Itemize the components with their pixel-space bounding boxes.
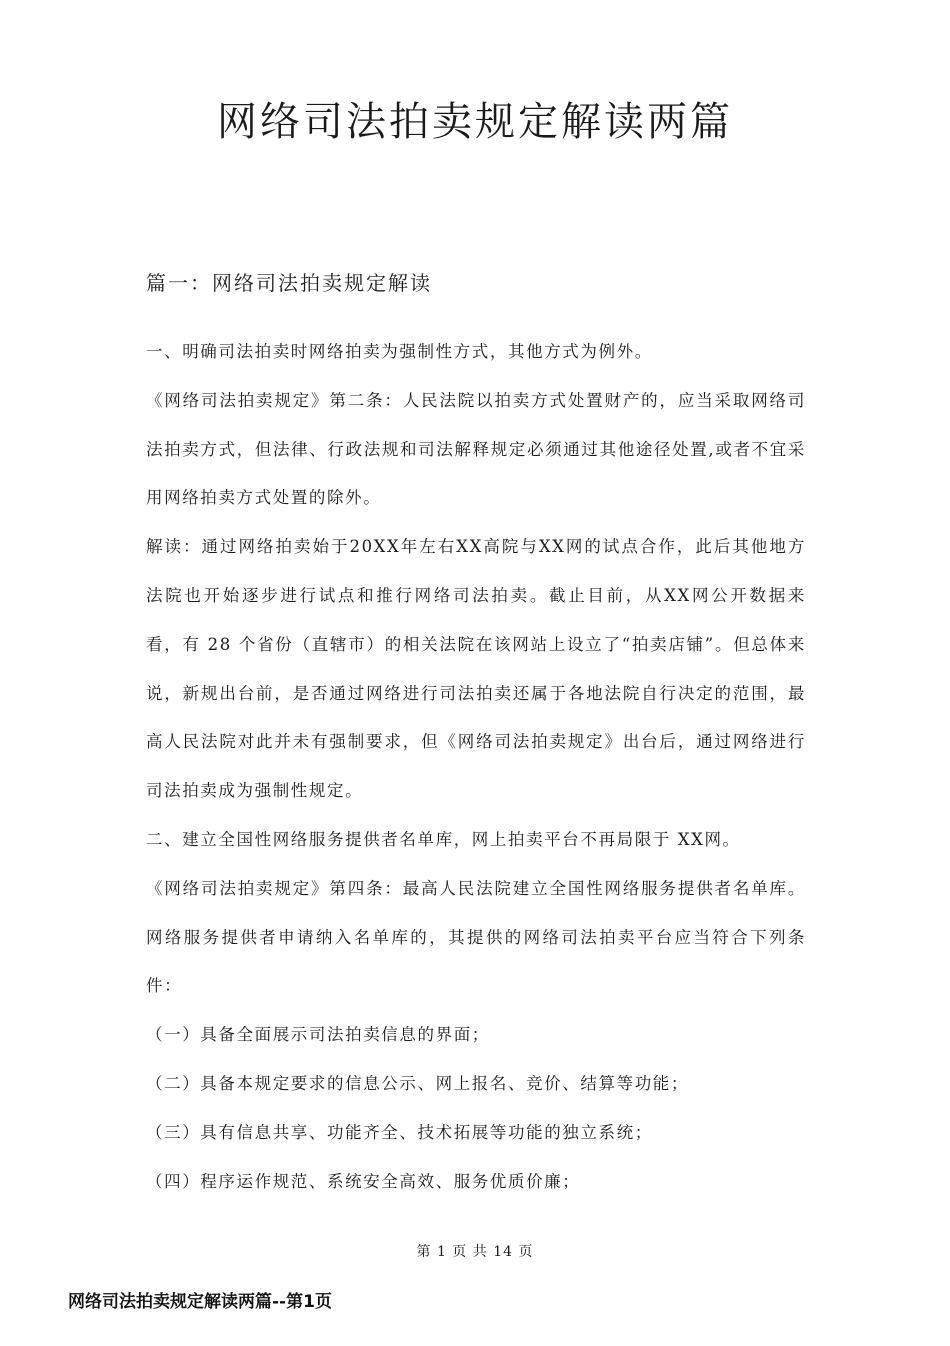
list-item: （三）具有信息共享、功能齐全、技术拓展等功能的独立系统； xyxy=(146,1122,653,1142)
paragraph: 解读：通过网络拍卖始于20XX年左右XX高院与XX网的试点合作，此后其他地方法院也开始逐步进行试点和推行网络司法拍卖。截止目前，从XX网公开数据来看，有 28 个省份（直辖市）的相关法院在该网站上设立了“拍卖店铺”。但总体来说，新规出台前，是否通过网络进行司法拍卖还属于各地法院自行决定的范围，最高人民法院对此并未有强制要求，但《网络司法拍卖规定》出台后，通过网络进行司法拍卖成为强制性规定。 xyxy=(146,537,806,801)
list-item: （二）具备本规定要求的信息公示、网上报名、竞价、结算等功能； xyxy=(146,1073,689,1093)
paragraph: 二、建立全国性网络服务提供者名单库，网上拍卖平台不再局限于 XX网。 xyxy=(146,829,741,849)
paragraph: 《网络司法拍卖规定》第四条：最高人民法院建立全国性网络服务提供者名单库。网络服务提供者申请纳入名单库的，其提供的网络司法拍卖平台应当符合下列条件： xyxy=(146,878,806,996)
list-item: （一）具备全面展示司法拍卖信息的界面； xyxy=(146,1025,490,1045)
list-item: （四）程序运作规范、系统安全高效、服务优质价廉； xyxy=(146,1171,581,1191)
document-title: 网络司法拍卖规定解读两篇 xyxy=(217,99,733,145)
footer-caption: 网络司法拍卖规定解读两篇--第1页 xyxy=(68,1292,332,1312)
paragraph: 一、明确司法拍卖时网络拍卖为强制性方式，其他方式为例外。 xyxy=(146,342,653,361)
section-heading: 篇一：网络司法拍卖规定解读 xyxy=(146,271,432,295)
document-body xyxy=(146,328,806,1206)
page-number: 第 1 页 共 14 页 xyxy=(416,1244,534,1260)
paragraph: 《网络司法拍卖规定》第二条：人民法院以拍卖方式处置财产的，应当采取网络司法拍卖方式，但法律、行政法规和司法解释规定必须通过其他途径处置,或者不宜采用网络拍卖方式处置的除外。 xyxy=(146,390,806,508)
